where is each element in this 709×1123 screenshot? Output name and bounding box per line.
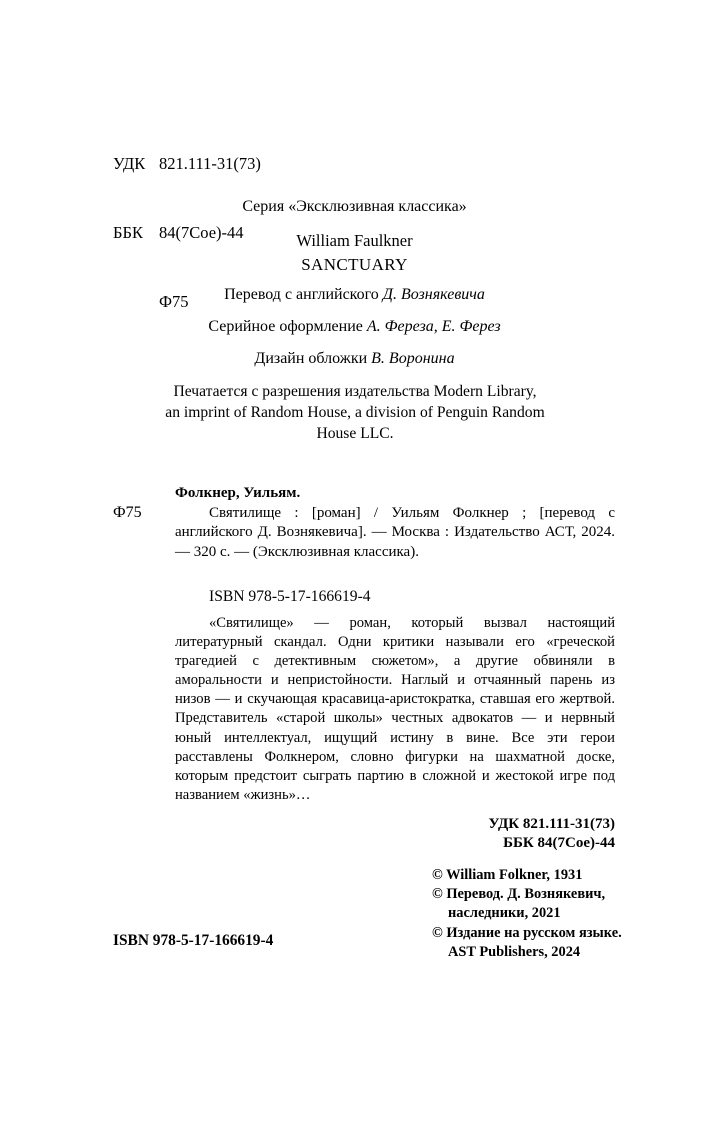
copyright-line-translation: © Перевод. Д. Вознякевич, bbox=[432, 886, 606, 903]
copyright-line-translation-cont: наследники, 2021 bbox=[448, 905, 561, 922]
copyright-line-publisher: AST Publishers, 2024 bbox=[448, 943, 581, 960]
cover-designer-name: В. Воронина bbox=[371, 350, 455, 367]
shelfmark-record: Ф75 bbox=[113, 504, 142, 521]
classification-codes-bottom bbox=[488, 815, 615, 853]
udk-bottom: УДК 821.111-31(73) bbox=[488, 816, 615, 832]
series-name: Серия «Эксклюзивная классика» bbox=[242, 198, 467, 215]
isbn-bottom: ISBN 978-5-17-166619-4 bbox=[113, 932, 274, 949]
record-author-heading: Фолкнер, Уильям. bbox=[175, 485, 301, 501]
translation-prefix: Перевод с английского bbox=[224, 286, 383, 303]
udk-label: УДК bbox=[113, 154, 146, 173]
udk-value: 821.111-31(73) bbox=[159, 154, 261, 173]
translator-name: Д. Вознякевича bbox=[382, 286, 485, 303]
record-body: Святилище : [роман] / Уильям Фолкнер ; [перевод с английского Д. Вознякевича]. — Москва : Издательство АСТ, 2024. — 320 с. — (Эксклюзивная классика). bbox=[175, 504, 615, 560]
bbk-label: ББК bbox=[113, 223, 143, 242]
series-design-credit bbox=[60, 318, 649, 336]
original-author: William Faulkner bbox=[296, 231, 413, 250]
series-design-prefix: Серийное оформление bbox=[208, 318, 367, 335]
bibliographic-record bbox=[175, 484, 615, 562]
copyright-block bbox=[432, 866, 622, 962]
copyright-line-original: © William Folkner, 1931 bbox=[432, 867, 583, 883]
original-title: SANCTUARY bbox=[301, 255, 408, 274]
publishing-permission bbox=[70, 381, 640, 444]
bbk-bottom: ББК 84(7Сое)-44 bbox=[503, 835, 615, 851]
annotation-text: «Святилище» — роман, который вызвал настоящий литературный скандал. Одни критики называли его «греческой трагедией с детективным сюжетом», а другие обвиняли в аморальности и непристойности. Наглый и отчаянный парень из низов — и скучающая красавица-аристократка, ставшая его жертвой. Представитель «старой школы» честных адвокатов — и нервный юный интеллектуал, ищущий истину в вине. Все эти герои расставлены Фолкнером, словно фигурки на шахматной доске, которым предстоит сыграть партию в сложной и жестокой игре под названием «жизнь»… bbox=[175, 615, 615, 803]
copyright-line-edition: © Издание на русском языке. bbox=[432, 924, 622, 941]
permission-line-3: House LLC. bbox=[316, 425, 394, 442]
udk-row bbox=[113, 152, 261, 175]
bbk-value: 84(7Сое)-44 bbox=[159, 223, 244, 242]
cover-design-prefix: Дизайн обложки bbox=[254, 350, 372, 367]
permission-line-1: Печатается с разрешения издательства Modern Library, bbox=[173, 383, 537, 400]
permission-line-2: an imprint of Random House, a division of Penguin Random bbox=[165, 404, 545, 421]
shelfmark-top: Ф75 bbox=[159, 292, 189, 311]
isbn-record: ISBN 978-5-17-166619-4 bbox=[209, 588, 371, 605]
translation-credit bbox=[60, 286, 649, 304]
cover-design-credit bbox=[60, 350, 649, 368]
series-designer-names: А. Фереза, Е. Ферез bbox=[366, 318, 501, 335]
